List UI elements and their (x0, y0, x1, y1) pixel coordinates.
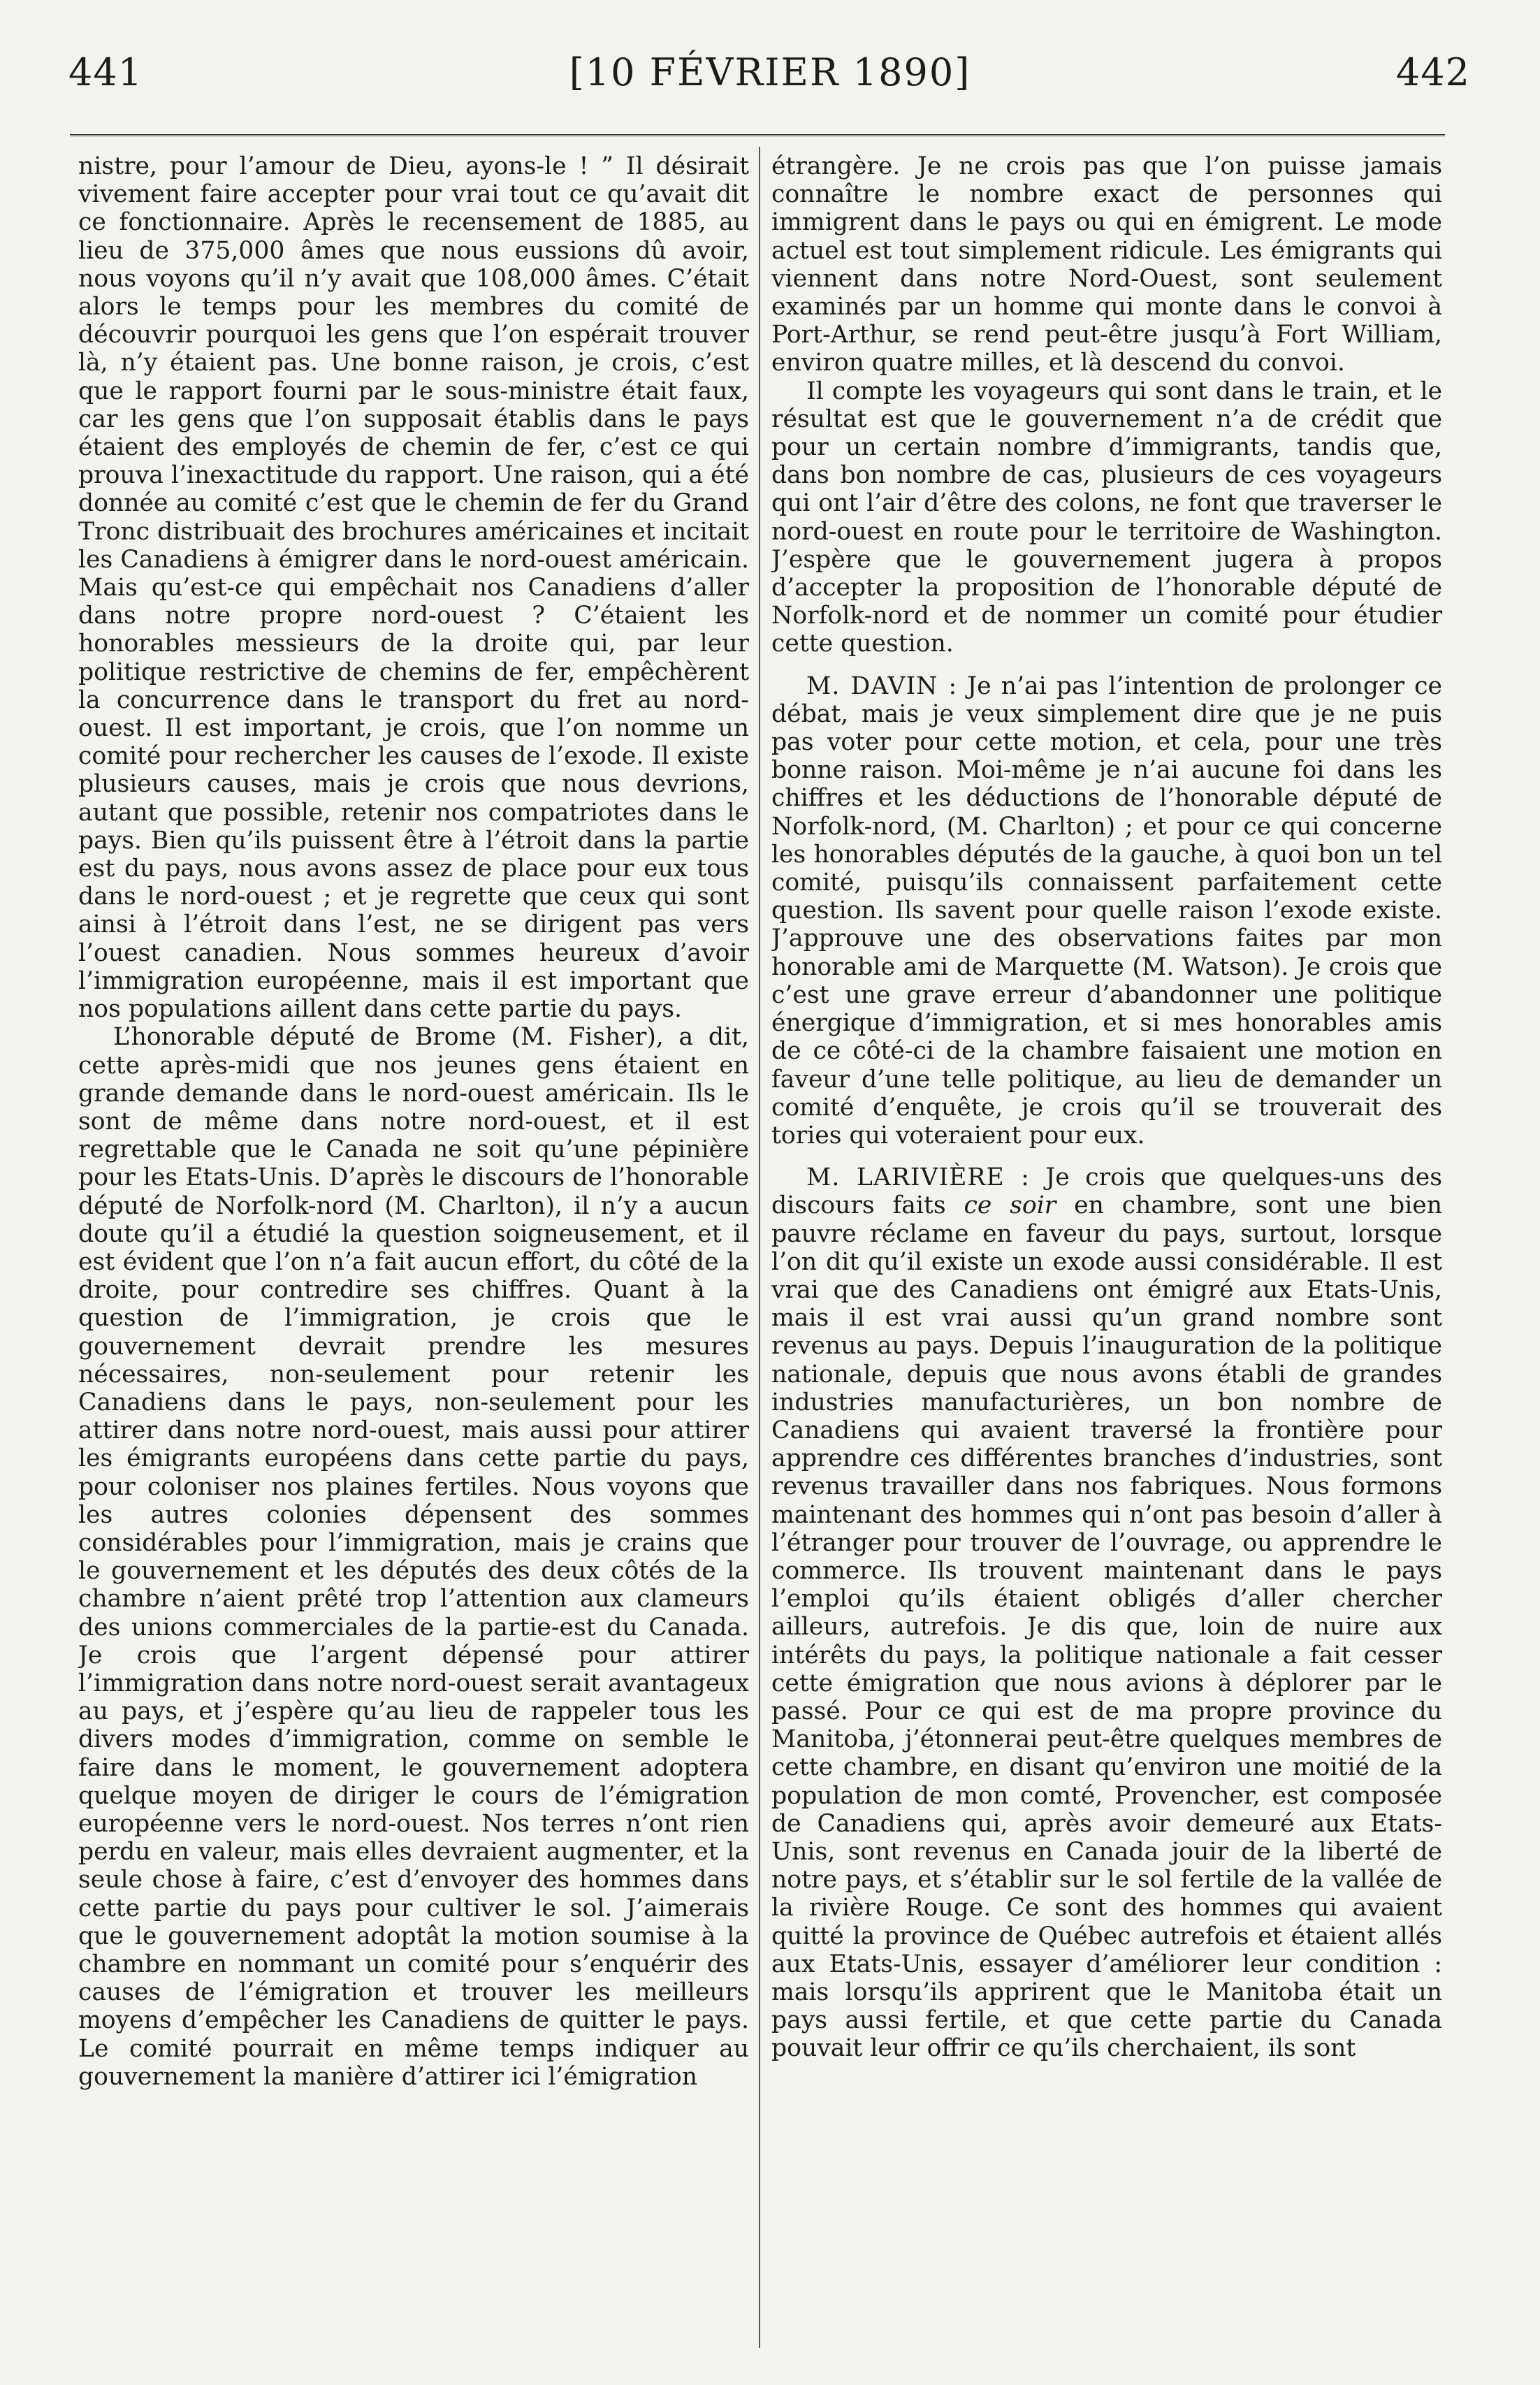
paragraph: étrangère. Je ne crois pas que l’on puisse jamais connaître le nombre exact de personnes qui immigrent dans le pays ou qui en émigrent. Le mode actuel est tout simplement ridicule. Les émigrants qui viennent dans notre Nord-Ouest, sont seulement examinés par un homme qui monte dans le convoi à Port-Arthur, se rend peut-être jusqu’à Fort William, environ quatre milles, et là descend du convoi. (771, 152, 1442, 377)
page-number-left: 441 (68, 50, 143, 94)
paragraph: L’honorable député de Brome (M. Fisher), a dit, cette après-midi que nos jeunes gens étaient en grande demande dans le nord-ouest américain. Ils le sont de même dans notre nord-ouest, et il est regrettable que le Canada ne soit qu’une pépinière pour les Etats-Unis. D’après le discours de l’honorable député de Norfolk-nord (M. Charlton), il n’y a aucun doute qu’il a étudié la question soigneusement, et il est évident que l’on n’a fait aucun effort, du côté de la droite, pour contredire ses chiffres. Quant à la question de l’immigration, je crois que le gouvernement devrait prendre les mesures nécessaires, non-seulement pour retenir les Canadiens dans le pays, non-seulement pour les attirer dans notre nord-ouest, mais aussi pour attirer les émigrants européens dans cette partie du pays, pour coloniser nos plaines fertiles. Nous voyons que les autres colonies dépensent des sommes considérables pour l’immigration, mais je crains que le gouvernement et les députés des deux côtés de la chambre n’aient prêté trop l’attention aux clameurs des unions commerciales de la partie-est du Canada. Je crois que l’argent dépensé pour attirer l’immigration dans notre nord-ouest serait avantageux au pays, et j’espère qu’au lieu de rappeler tous les divers modes d’immigration, comme on semble le faire dans le moment, le gouvernement adoptera quelque moyen de diriger le cours de l’émigration européenne vers le nord-ouest. Nos terres n’ont rien perdu en valeur, mais elles devraient augmenter, et la seule chose à faire, c’est d’envoyer des hommes dans cette partie du pays pour cultiver le sol. J’aimerais que le gouvernement adoptât la motion soumise à la chambre en nommant un comité pour s’enquérir des causes de l’émigration et trouver les meilleurs moyens d’empêcher les Canadiens de quitter le pays. Le comité pourrait en même temps indiquer au gouvernement la manière d’attirer ici l’émigration (78, 1023, 749, 2091)
paragraph: nistre, pour l’amour de Dieu, ayons-le ! ” Il désirait vivement faire accepter pour vrai tout ce qu’avait dit ce fonctionnaire. Après le recensement de 1885, au lieu de 375,000 âmes que nous eussions dû avoir, nous voyons qu’il n’y avait que 108,000 âmes. C’était alors le temps pour les membres du comité de découvrir pourquoi les gens que l’on espérait trouver là, n’y étaient pas. Une bonne raison, je crois, c’est que le rapport fourni par le sous-ministre était faux, car les gens que l’on supposait établis dans le pays étaient des employés de chemin de fer, c’est ce qui prouva l’inexactitude du rapport. Une raison, qui a été donnée au comité c’est que le chemin de fer du Grand Tronc distribuait des brochures américaines et incitait les Canadiens à émigrer dans le nord-ouest américain. Mais qu’est-ce qui empêchait nos Canadiens d’aller dans notre propre nord-ouest ? C’étaient les honorables messieurs de la droite qui, par leur politique restrictive de chemins de fer, empêchèrent la concurrence dans le transport du fret au nord-ouest. Il est important, je crois, que l’on nomme un comité pour rechercher les causes de l’exode. Il existe plusieurs causes, mais je crois que nous devrions, autant que possible, retenir nos compatriotes dans le pays. Bien qu’ils puissent être à l’étroit dans la partie est du pays, nous avons assez de place pour eux tous dans le nord-ouest ; et je regrette que ceux qui sont ainsi à l’étroit dans l’est, ne se dirigent pas vers l’ouest canadien. Nous sommes heureux d’avoir l’immigration européenne, mais il est important que nos populations aillent dans cette partie du pays. (78, 152, 749, 1024)
speech-text: en chambre, sont une bien pauvre réclame en faveur du pays, surtout, lorsque l’on dit qu’il existe un exode aussi considérable. Il est vrai que des Canadiens ont émigré aux Etats-Unis, mais il est vrai aussi qu’un grand nombre sont revenus au pays. Depuis l’inauguration de la politique nationale, depuis que nous avons établi de grandes industries manufacturières, un bon nombre de Canadiens qui avaient traversé la frontière pour apprendre ces différentes branches d’industries, sont revenus travailler dans nos fabriques. Nous formons maintenant des hommes qui n’ont pas besoin d’aller à l’étranger pour trouver de l’ouvrage, ou apprendre le commerce. Ils trouvent maintenant dans le pays l’emploi qu’ils étaient obligés d’aller chercher ailleurs, autrefois. Je dis que, loin de nuire aux intérêts du pays, la politique nationale a fait cesser cette émigration que nous avions à déplorer par le passé. Pour ce qui est de ma propre province du Manitoba, j’étonnerai peut-être quelques membres de cette chambre, en disant qu’environ une moitié de la population de mon comté, Provencher, est composée de Canadiens qui, après avoir demeuré aux Etats-Unis, sont revenus en Canada jouir de la liberté de notre pays, et s’établir sur le sol fertile de la vallée de la rivière Rouge. Ce sont des hommes qui avaient quitté la province de Québec autrefois et étaient allés aux Etats-Unis, essayer d’améliorer leur condition : mais lorsqu’ils apprirent que le Manitoba était un pays aussi fertile, et que cette partie du Canada pouvait leur offrir ce qu’ils cherchaient, ils sont (771, 1191, 1442, 2063)
speaker-name: M. LARIVIÈRE : (806, 1163, 1030, 1192)
column-divider (759, 147, 760, 2348)
page-number-right: 442 (1395, 50, 1470, 94)
header-rule (70, 134, 1445, 136)
speaker-name: M. DAVIN : (806, 672, 958, 700)
speech-paragraph (771, 1163, 1442, 2063)
paragraph: Il compte les voyageurs qui sont dans le train, et le résultat est que le gouvernement n’a de crédit que pour un certain nombre d’immigrants, tandis que, dans bon nombre de cas, plusieurs de ces voyageurs qui ont l’air d’être des colons, ne font que traverser le nord-ouest en route pour le territoire de Washington. J’espère que le gouvernement jugera à propos d’accepter la proposition de l’honorable député de Norfolk-nord et de nommer un comité pour étudier cette question. (771, 377, 1442, 658)
speech-paragraph (771, 672, 1442, 1150)
page-header (42, 50, 1498, 106)
emphasis-text: ce soir (964, 1191, 1056, 1220)
page-title: [10 FÉVRIER 1890] (569, 50, 971, 94)
right-column (771, 152, 1442, 2347)
speech-text: Je crois que quelques-uns des discours faits (771, 1163, 1442, 1220)
left-column (78, 152, 749, 2347)
speech-text: Je n’ai pas l’intention de prolonger ce débat, mais je veux simplement dire que je ne puis pas voter pour cette motion, et cela, pour une très bonne raison. Moi-même je n’ai aucune foi dans les chiffres et les déductions de l’honorable député de Norfolk-nord, (M. Charlton) ; et pour ce qui concerne les honorables députés de la gauche, à quoi bon un tel comité, puisqu’ils connaissent parfaitement cette question. Ils savent pour quelle raison l’exode existe. J’approuve une des observations faites par mon honorable ami de Marquette (M. Watson). Je crois que c’est une grave erreur d’abandonner une politique énergique d’immigration, et si mes honorables amis de ce côté-ci de la chambre faisaient une motion en faveur d’une telle politique, au lieu de demander un comité d’enquête, je crois qu’il se trouverait des tories qui voteraient pour eux. (771, 672, 1442, 1150)
